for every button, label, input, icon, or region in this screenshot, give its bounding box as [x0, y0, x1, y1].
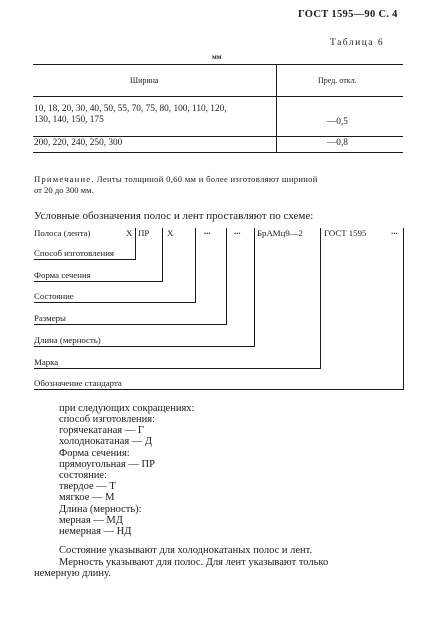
table-row	[34, 104, 227, 126]
scheme-field-dots1: ...	[204, 226, 211, 236]
list-item: твердое — Т	[59, 481, 116, 493]
scheme-label-sizes: Размеры	[34, 313, 66, 323]
list-item: состояние:	[59, 470, 107, 482]
scheme-intro: Условные обозначения полос и лент проставляют по схеме:	[34, 210, 314, 222]
note-text: Ленты толщиной 0,60 мм и более изготовляют шириной	[96, 174, 318, 184]
scheme-field-grade: БрАМц9—2	[257, 228, 303, 238]
row-tolerance: —0,5	[327, 117, 348, 127]
scheme-field-x2: Х	[167, 228, 174, 238]
list-item: способ изготовления:	[59, 414, 155, 425]
table-unit: мм	[212, 53, 222, 61]
scheme-lead: Полоса (лента)	[34, 228, 91, 238]
note-text-line2: от 20 до 300 мм.	[34, 185, 94, 195]
list-item: Форма сечения:	[59, 447, 130, 459]
list-item: горячекатаная — Г	[59, 425, 144, 437]
abbreviations-list	[59, 414, 155, 537]
scheme-label-method: Способ изготовления	[34, 248, 114, 258]
note-label: Примечание.	[34, 174, 95, 184]
row-tolerance: —0,8	[327, 138, 348, 148]
table-note	[34, 174, 318, 185]
closing-paragraph-1: Состояние указывают для холоднокатаных полос и лент.	[59, 545, 313, 556]
scheme-field-dots3: ...	[391, 226, 398, 236]
closing-paragraph-2-cont: немерную длину.	[34, 568, 111, 579]
column-header-width: Ширина	[130, 76, 159, 85]
scheme-label-standard: Обозначение стандарта	[34, 378, 122, 388]
scheme-label-grade: Марка	[34, 357, 59, 367]
scheme-label-section: Форма сечения	[34, 270, 91, 280]
scheme-label-state: Состояние	[34, 291, 74, 301]
scheme-field-pr: ПР	[138, 228, 150, 238]
row-width-line: 10, 18, 20, 30, 40, 50, 55, 70, 75, 80, 100, 110, 120,	[34, 104, 227, 114]
list-item: мерная — МД	[59, 514, 123, 526]
table-caption: Таблица 6	[330, 38, 385, 48]
list-item: мягкое — М	[59, 492, 115, 504]
scheme-field-dots2: ...	[234, 226, 241, 236]
scheme-label-length: Длина (мерность)	[34, 335, 101, 345]
column-header-tolerance: Пред. откл.	[318, 76, 357, 85]
row-width-line: 130, 140, 150, 175	[34, 115, 104, 125]
list-item: Длина (мерность):	[59, 503, 142, 515]
list-item: холоднокатаная — Д	[59, 436, 153, 448]
scheme-field-x1: Х	[126, 228, 133, 238]
list-item: прямоугольная — ПР	[59, 458, 155, 470]
row-width-line: 200, 220, 240, 250, 300	[34, 138, 123, 148]
list-item: немерная — НД	[59, 526, 132, 538]
closing-paragraph-2: Мерность указывают для полос. Для лент указывают только	[59, 557, 329, 568]
abbreviations-intro: при следующих сокращениях:	[59, 403, 195, 414]
scheme-field-standard: ГОСТ 1595	[324, 228, 367, 238]
page-header: ГОСТ 1595—90 С. 4	[298, 9, 398, 20]
